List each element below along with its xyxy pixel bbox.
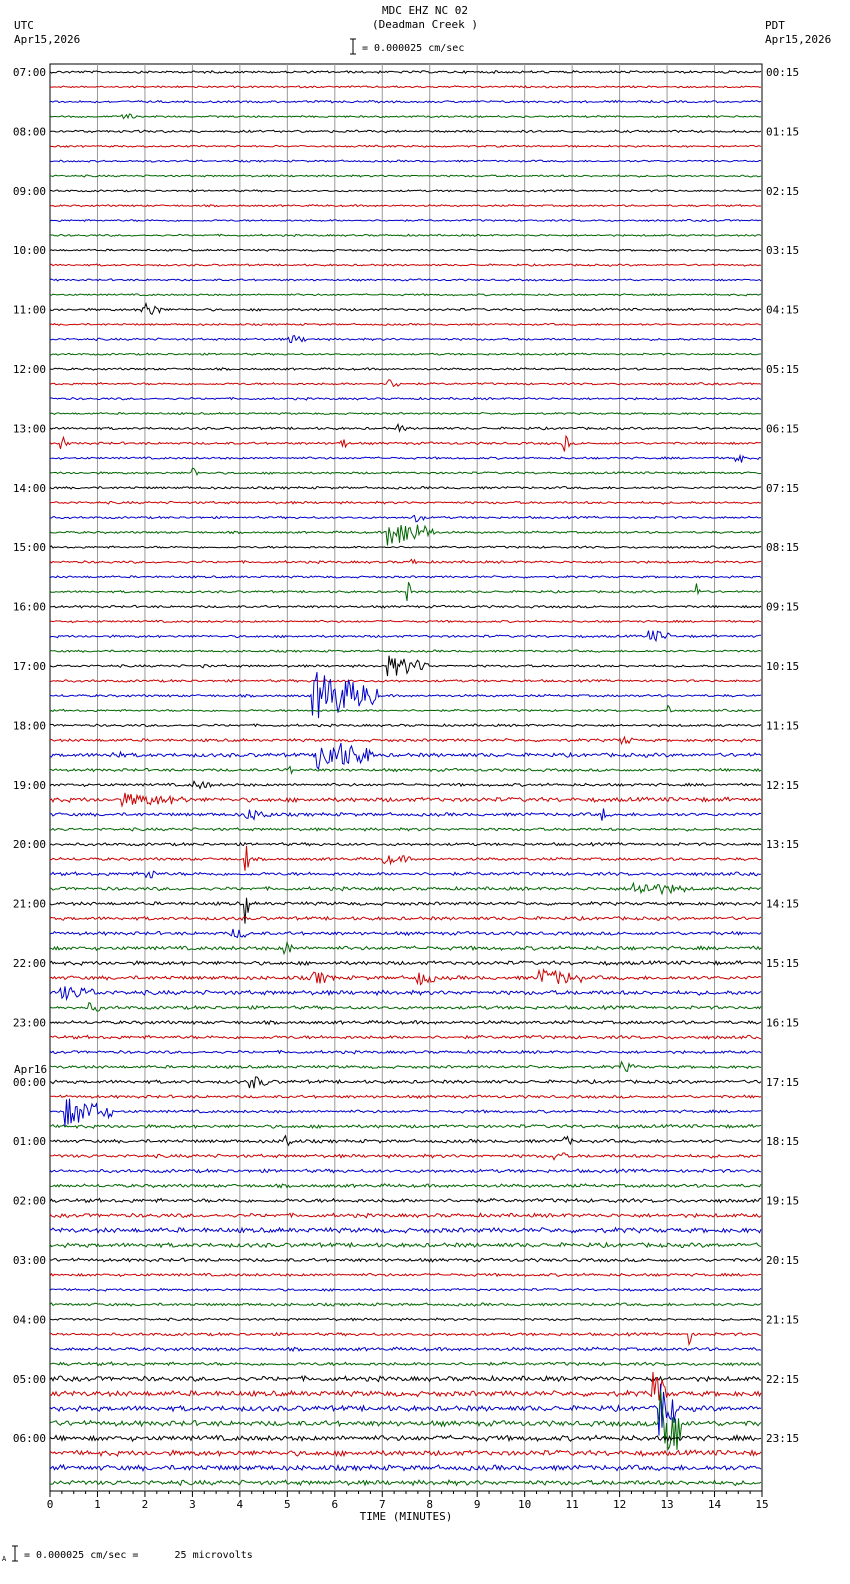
x-tick-label-3: 3	[189, 1498, 196, 1511]
x-tick-label-5: 5	[284, 1498, 291, 1511]
hour-label-right-17:15: 17:15	[766, 1075, 800, 1089]
x-tick-label-11: 11	[565, 1498, 579, 1511]
hour-label-right-10:15: 10:15	[766, 660, 800, 673]
hour-label-right-13:15: 13:15	[766, 838, 800, 852]
hour-label-right-12:15: 12:15	[766, 778, 800, 792]
x-tick-label-13: 13	[660, 1498, 674, 1511]
trace-75	[50, 1184, 761, 1188]
hour-label-right-18:15: 18:15	[766, 1135, 800, 1149]
trace-28	[50, 486, 761, 489]
trace-45	[50, 737, 761, 744]
trace-22	[50, 397, 761, 399]
hour-label-left-02:00: 02:00	[12, 1194, 46, 1208]
hour-label-right-14:15: 14:15	[766, 897, 800, 911]
trace-14	[50, 279, 761, 281]
trace-67	[50, 1062, 761, 1072]
trace-81	[50, 1273, 761, 1276]
date-marker: Apr16	[14, 1062, 48, 1076]
trace-29	[50, 501, 761, 504]
x-tick-label-9: 9	[473, 1498, 481, 1511]
plot-frame	[50, 64, 762, 1491]
x-tick-label-0: 0	[46, 1498, 54, 1511]
hour-label-left-20:00: 20:00	[12, 838, 46, 852]
trace-2	[50, 100, 761, 102]
hour-label-right-01:15: 01:15	[766, 125, 800, 139]
footer-mark: A	[2, 1555, 7, 1563]
footer-scale-bar-icon	[10, 1545, 20, 1563]
station-subtitle: (Deadman Creek )	[372, 18, 478, 31]
trace-33	[50, 559, 761, 563]
trace-87	[50, 1362, 761, 1366]
time-axis	[47, 1491, 769, 1523]
trace-24	[50, 424, 761, 431]
trace-84	[50, 1318, 761, 1321]
hour-label-left-11:00: 11:00	[12, 303, 46, 317]
trace-0	[50, 71, 761, 74]
hour-label-left-23:00: 23:00	[12, 1016, 46, 1030]
trace-19	[50, 353, 761, 355]
hour-label-left-16:00: 16:00	[12, 600, 46, 614]
hour-label-right-04:15: 04:15	[766, 303, 800, 317]
trace-41	[50, 680, 761, 683]
trace-66	[50, 1050, 761, 1053]
trace-38	[50, 631, 761, 641]
vertical-gridlines	[50, 64, 762, 1491]
hour-label-right-05:15: 05:15	[766, 363, 800, 376]
hour-label-left-13:00: 13:00	[12, 422, 46, 436]
hour-label-left-10:00: 10:00	[12, 244, 46, 258]
trace-63	[50, 1003, 761, 1012]
hour-label-left-19:00: 19:00	[12, 778, 46, 792]
trace-6	[50, 160, 761, 162]
x-axis-label: TIME (MINUTES)	[359, 1510, 453, 1523]
trace-13	[50, 264, 761, 266]
hour-label-right-20:15: 20:15	[766, 1254, 800, 1267]
x-tick-label-8: 8	[426, 1498, 434, 1511]
hour-label-left-03:00: 03:00	[12, 1254, 46, 1267]
hour-label-right-15:15: 15:15	[766, 957, 800, 970]
trace-57	[50, 917, 761, 921]
trace-85	[50, 1333, 761, 1345]
trace-35	[50, 582, 761, 601]
scale-bar-icon	[348, 38, 358, 56]
x-tick-label-12: 12	[612, 1498, 627, 1511]
trace-36	[50, 605, 761, 608]
trace-4	[50, 130, 761, 133]
trace-10	[50, 219, 761, 221]
hour-label-left-09:00: 09:00	[12, 184, 46, 198]
trace-94	[50, 1465, 761, 1471]
trace-40	[50, 656, 761, 676]
hour-label-right-19:15: 19:15	[766, 1194, 800, 1208]
trace-93	[50, 1450, 761, 1456]
x-tick-label-7: 7	[378, 1498, 386, 1511]
trace-95	[50, 1480, 761, 1485]
trace-61	[50, 970, 761, 985]
hour-label-right-06:15: 06:15	[766, 422, 800, 436]
trace-20	[50, 368, 761, 370]
trace-48	[50, 781, 761, 788]
trace-17	[50, 323, 761, 325]
trace-53	[50, 846, 761, 871]
trace-21	[50, 380, 761, 387]
hour-label-right-16:15: 16:15	[766, 1016, 800, 1030]
trace-31	[50, 525, 761, 546]
trace-65	[50, 1035, 761, 1039]
station-title: MDC EHZ NC 02	[381, 4, 469, 17]
trace-46	[50, 743, 761, 769]
trace-74	[50, 1169, 761, 1173]
x-tick-label-10: 10	[518, 1498, 532, 1511]
x-tick-label-6: 6	[331, 1498, 339, 1511]
footer-scale-note: = 0.000025 cm/sec = 25 microvolts	[24, 1550, 253, 1561]
seismic-traces	[50, 71, 761, 1486]
right-date: Apr15,2026	[765, 33, 832, 46]
trace-25	[50, 436, 761, 451]
trace-68	[50, 1077, 761, 1088]
trace-47	[50, 766, 761, 773]
hour-label-left-07:00: 07:00	[12, 66, 46, 79]
x-tick-label-15: 15	[755, 1498, 769, 1511]
hour-label-right-11:15: 11:15	[766, 719, 800, 733]
hour-label-left-18:00: 18:00	[12, 719, 46, 733]
trace-8	[50, 190, 761, 192]
hour-label-right-02:15: 02:15	[766, 184, 800, 198]
hour-label-left-06:00: 06:00	[12, 1432, 46, 1446]
hour-label-left-21:00: 21:00	[12, 897, 46, 911]
trace-73	[50, 1153, 761, 1160]
trace-51	[50, 828, 761, 831]
trace-80	[50, 1258, 761, 1262]
trace-39	[50, 650, 761, 652]
trace-54	[50, 871, 761, 878]
trace-34	[50, 576, 761, 578]
hour-label-right-23:15: 23:15	[766, 1432, 800, 1446]
trace-70	[50, 1099, 761, 1126]
hour-label-left-22:00: 22:00	[12, 957, 46, 970]
trace-77	[50, 1213, 761, 1217]
hour-label-right-21:15: 21:15	[766, 1313, 800, 1327]
trace-86	[50, 1347, 761, 1351]
hour-label-right-08:15: 08:15	[766, 541, 800, 555]
left-date: Apr15,2026	[14, 33, 81, 46]
trace-1	[50, 86, 761, 88]
trace-43	[50, 706, 761, 712]
trace-7	[50, 175, 761, 177]
hour-label-left-17:00: 17:00	[12, 660, 46, 673]
trace-11	[50, 234, 761, 236]
hour-label-right-07:15: 07:15	[766, 481, 800, 495]
hour-label-left-04:00: 04:00	[12, 1313, 46, 1327]
trace-44	[50, 724, 761, 727]
trace-15	[50, 294, 761, 296]
trace-9	[50, 205, 761, 207]
trace-79	[50, 1243, 761, 1248]
trace-71	[50, 1124, 761, 1128]
trace-30	[50, 515, 761, 521]
trace-26	[50, 456, 761, 463]
right-timezone: PDT	[765, 19, 785, 32]
trace-60	[50, 961, 761, 965]
trace-82	[50, 1288, 761, 1291]
trace-72	[50, 1136, 761, 1146]
hour-label-right-00:15: 00:15	[766, 66, 800, 79]
trace-69	[50, 1095, 761, 1098]
hour-label-left-05:00: 05:00	[12, 1372, 46, 1386]
trace-37	[50, 620, 761, 622]
trace-76	[50, 1198, 761, 1202]
trace-12	[50, 249, 761, 251]
trace-18	[50, 336, 761, 343]
trace-27	[50, 468, 761, 475]
hour-label-left-01:00: 01:00	[12, 1135, 46, 1149]
trace-78	[50, 1228, 761, 1233]
hour-label-left-08:00: 08:00	[12, 125, 46, 139]
hour-labels	[13, 66, 799, 1445]
scale-label: = 0.000025 cm/sec	[362, 43, 465, 54]
trace-91	[50, 1391, 761, 1450]
trace-16	[50, 304, 761, 315]
x-tick-label-2: 2	[141, 1498, 149, 1511]
trace-3	[50, 114, 761, 119]
trace-89	[50, 1372, 761, 1400]
hour-label-right-03:15: 03:15	[766, 244, 800, 258]
hour-label-right-09:15: 09:15	[766, 600, 800, 614]
hour-label-left-14:00: 14:00	[12, 481, 46, 495]
trace-5	[50, 145, 761, 147]
trace-88	[50, 1376, 761, 1382]
trace-23	[50, 413, 761, 415]
x-tick-label-14: 14	[707, 1498, 722, 1511]
left-timezone: UTC	[14, 19, 34, 32]
hour-label-right-22:15: 22:15	[766, 1372, 800, 1386]
x-tick-label-1: 1	[94, 1498, 101, 1511]
trace-83	[50, 1303, 761, 1306]
trace-59	[50, 943, 761, 954]
hour-label-left-12:00: 12:00	[12, 363, 46, 376]
trace-64	[50, 1021, 761, 1025]
trace-58	[50, 929, 761, 938]
trace-32	[50, 546, 761, 548]
hour-label-left-00:00: 00:00	[12, 1075, 46, 1089]
hour-label-left-15:00: 15:00	[12, 541, 46, 555]
trace-52	[50, 843, 761, 846]
trace-92	[50, 1435, 761, 1441]
trace-62	[50, 986, 761, 999]
trace-50	[50, 809, 761, 821]
trace-55	[50, 883, 761, 894]
trace-49	[50, 793, 761, 806]
x-tick-label-4: 4	[236, 1498, 244, 1511]
